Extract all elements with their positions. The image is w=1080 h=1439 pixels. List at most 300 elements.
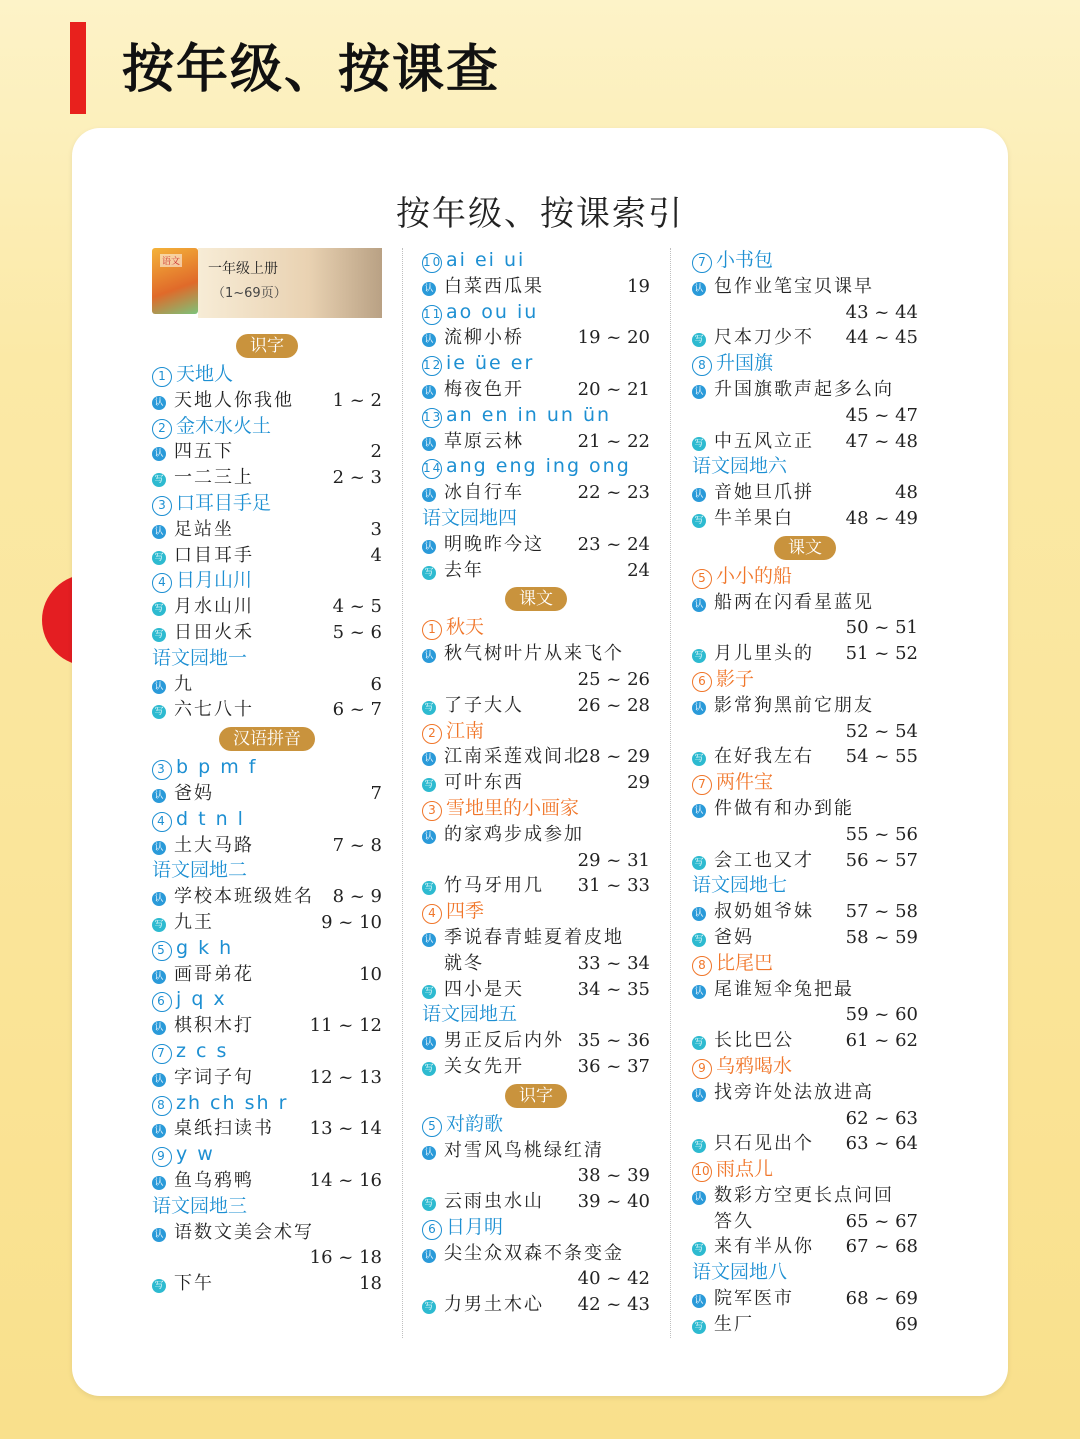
recognize-mark-icon: 认 (152, 892, 166, 906)
page-range: 8 ~ 9 (332, 886, 382, 908)
recognize-mark-icon: 认 (692, 804, 706, 818)
page-range: 16 ~ 18 (309, 1247, 382, 1269)
page-range: 33 ~ 34 (577, 952, 650, 974)
chinese-garden-heading (152, 646, 382, 672)
character-list-row (152, 833, 382, 859)
lesson-heading (152, 807, 382, 833)
character-list-row (692, 480, 918, 506)
section-header (152, 723, 382, 755)
page-range: 58 ~ 59 (845, 926, 918, 948)
recognize-mark-icon: 认 (422, 437, 436, 451)
characters: 升国旗歌声起多么向 (714, 378, 894, 400)
character-list-row (152, 1013, 382, 1039)
recognize-mark-icon: 认 (422, 333, 436, 347)
lesson-heading (422, 615, 650, 641)
character-list-row (152, 884, 382, 910)
page-range: 10 (359, 963, 382, 985)
page-range: 6 ~ 7 (332, 699, 382, 721)
page-range: 54 ~ 55 (845, 746, 918, 768)
section-label: 课文 (774, 536, 836, 560)
section-header (152, 330, 382, 362)
characters: 字词子句 (174, 1066, 254, 1088)
page-range: 24 (627, 559, 650, 581)
character-list-row (422, 770, 650, 796)
page-range-row (692, 822, 918, 848)
characters: 关女先开 (444, 1055, 524, 1077)
lesson-number-badge: 14 (422, 459, 442, 479)
recognize-mark-icon: 认 (152, 841, 166, 855)
textbook-label (198, 248, 382, 318)
write-mark-icon: 写 (422, 566, 436, 580)
character-list-row (692, 325, 918, 351)
column-divider (670, 248, 671, 1338)
character-list-row (692, 693, 918, 719)
chinese-garden-heading (422, 506, 650, 532)
characters: 就冬 (444, 952, 484, 974)
recognize-mark-icon: 认 (422, 540, 436, 554)
page-range: 7 ~ 8 (332, 834, 382, 856)
lesson-title: d t n l (176, 807, 245, 830)
write-mark-icon: 写 (152, 602, 166, 616)
characters: 六七八十 (174, 699, 254, 721)
write-mark-icon: 写 (152, 705, 166, 719)
write-mark-icon: 写 (692, 437, 706, 451)
character-list-row (422, 1241, 650, 1267)
lesson-title: 影子 (716, 667, 755, 690)
page-range: 23 ~ 24 (577, 533, 650, 555)
character-list-row (422, 1138, 650, 1164)
character-list-row (152, 594, 382, 620)
characters: 院军医市 (714, 1288, 794, 1310)
recognize-mark-icon: 认 (692, 488, 706, 502)
lesson-title: an en in un ün (446, 403, 612, 426)
page-range: 69 (895, 1313, 918, 1335)
lesson-title: 四季 (446, 900, 485, 923)
recognize-mark-icon: 认 (422, 1036, 436, 1050)
lesson-title: zh ch sh r (176, 1091, 289, 1114)
page-range: 48 ~ 49 (845, 507, 918, 529)
lesson-title: 日月山川 (176, 569, 253, 592)
character-list-row (692, 429, 918, 455)
lesson-number-badge: 6 (692, 672, 712, 692)
recognize-mark-icon: 认 (152, 970, 166, 984)
character-list-row (422, 325, 650, 351)
recognize-mark-icon: 认 (422, 1146, 436, 1160)
chinese-garden-heading (422, 1002, 650, 1028)
character-list-row (692, 274, 918, 300)
lesson-number-badge: 9 (692, 1059, 712, 1079)
lesson-heading (422, 248, 650, 274)
recognize-mark-icon: 认 (152, 1176, 166, 1190)
characters: 白菜西瓜果 (444, 275, 544, 297)
lesson-title: 小小的船 (716, 564, 793, 587)
characters: 云雨虫水山 (444, 1191, 544, 1213)
recognize-mark-icon: 认 (692, 598, 706, 612)
characters: 鱼乌鸦鸭 (174, 1169, 254, 1191)
characters: 的家鸡步成参加 (444, 823, 584, 845)
characters: 日田火禾 (174, 621, 254, 643)
character-list-row (692, 590, 918, 616)
recognize-mark-icon: 认 (152, 396, 166, 410)
character-list-row (152, 543, 382, 569)
lesson-heading (422, 351, 650, 377)
index-column-3 (692, 248, 918, 1366)
lesson-number-badge: 2 (422, 724, 442, 744)
recognize-mark-icon: 认 (692, 385, 706, 399)
characters: 了子大人 (444, 694, 524, 716)
characters: 中五风立正 (714, 430, 814, 452)
character-list-row (152, 910, 382, 936)
characters: 草原云林 (444, 430, 524, 452)
page-range: 2 (370, 441, 382, 463)
character-list-row (422, 532, 650, 558)
characters: 月儿里头的 (714, 643, 814, 665)
characters: 叔奶姐爷妹 (714, 901, 814, 923)
lesson-heading (422, 1112, 650, 1138)
lesson-title: ao ou iu (446, 300, 539, 323)
page-range: 47 ~ 48 (845, 430, 918, 452)
recognize-mark-icon: 认 (422, 1249, 436, 1263)
index-title: 按年级、按课索引 (396, 194, 684, 234)
characters: 生厂 (714, 1313, 754, 1335)
character-list-row (692, 1183, 918, 1209)
characters: 明晚昨今这 (444, 533, 544, 555)
characters: 去年 (444, 559, 484, 581)
lesson-number-badge: 10 (422, 253, 442, 273)
page-range: 29 (627, 772, 650, 794)
page-range: 38 ~ 39 (577, 1165, 650, 1187)
recognize-mark-icon: 认 (152, 1021, 166, 1035)
characters: 学校本班级姓名 (174, 886, 314, 908)
page-range: 9 ~ 10 (321, 911, 382, 933)
recognize-mark-icon: 认 (152, 1124, 166, 1138)
character-list-continuation (692, 1209, 918, 1235)
lesson-number-badge: 8 (152, 1096, 172, 1116)
page-range: 11 ~ 12 (309, 1015, 382, 1037)
write-mark-icon: 写 (422, 1197, 436, 1211)
lesson-heading (152, 568, 382, 594)
lesson-number-badge: 9 (152, 1147, 172, 1167)
characters: 对雪风鸟桃绿红清 (444, 1139, 604, 1161)
characters: 九王 (174, 911, 214, 933)
page-range: 7 (370, 782, 382, 804)
lesson-heading (152, 987, 382, 1013)
lesson-title: 乌鸦喝水 (716, 1054, 793, 1077)
page-range: 5 ~ 6 (332, 621, 382, 643)
lesson-number-badge: 2 (152, 419, 172, 439)
lesson-number-badge: 4 (422, 904, 442, 924)
characters: 流柳小桥 (444, 327, 524, 349)
section-label: 汉语拼音 (219, 727, 315, 751)
character-list-row (422, 1054, 650, 1080)
index-card (72, 128, 1008, 1396)
character-list-row (152, 1065, 382, 1091)
page-range-row (692, 403, 918, 429)
character-list-row (152, 672, 382, 698)
page-range: 51 ~ 52 (845, 643, 918, 665)
write-mark-icon: 写 (422, 985, 436, 999)
character-list-row (422, 480, 650, 506)
page-range-row (152, 1245, 382, 1271)
page-range-row (692, 300, 918, 326)
characters: 找旁许处法放进高 (714, 1081, 874, 1103)
lesson-number-badge: 1 (152, 367, 172, 387)
characters: 长比巴公 (714, 1030, 794, 1052)
character-list-row (152, 1271, 382, 1297)
characters: 季说春青蛙夏着皮地 (444, 926, 624, 948)
recognize-mark-icon: 认 (692, 1088, 706, 1102)
lesson-heading (692, 1157, 918, 1183)
lesson-heading (152, 1091, 382, 1117)
lesson-number-badge: 4 (152, 812, 172, 832)
lesson-number-badge: 4 (152, 573, 172, 593)
character-list-row (422, 377, 650, 403)
garden-title: 语文园地八 (692, 1261, 788, 1284)
lesson-title: 江南 (446, 719, 485, 742)
page-range-row (422, 848, 650, 874)
lesson-title: 雪地里的小画家 (446, 796, 580, 819)
recognize-mark-icon: 认 (152, 1228, 166, 1242)
characters: 尺本刀少不 (714, 327, 814, 349)
characters: 梅夜色开 (444, 378, 524, 400)
lesson-heading (692, 667, 918, 693)
lesson-number-badge: 13 (422, 408, 442, 428)
page-range: 13 ~ 14 (309, 1118, 382, 1140)
lesson-title: b p m f (176, 756, 258, 779)
characters: 尖尘众双森不条变金 (444, 1242, 624, 1264)
recognize-mark-icon: 认 (692, 1191, 706, 1205)
characters: 音她旦爪拼 (714, 482, 814, 504)
character-list-row (422, 693, 650, 719)
lesson-title: 对韵歌 (446, 1112, 504, 1135)
recognize-mark-icon: 认 (692, 907, 706, 921)
page-range: 61 ~ 62 (845, 1030, 918, 1052)
lesson-heading (422, 403, 650, 429)
page-range: 18 (359, 1273, 382, 1295)
grade-label: 一年级上册 (208, 261, 278, 277)
section-header (422, 583, 650, 615)
character-list-row (692, 377, 918, 403)
character-list-row (152, 962, 382, 988)
character-list-row (422, 641, 650, 667)
page-range-row (422, 1163, 650, 1189)
lesson-number-badge: 10 (692, 1162, 712, 1182)
recognize-mark-icon: 认 (692, 1294, 706, 1308)
characters: 答久 (714, 1210, 754, 1232)
character-list-row (422, 744, 650, 770)
page-range: 44 ~ 45 (845, 327, 918, 349)
page-range: 4 (370, 544, 382, 566)
character-list-row (692, 744, 918, 770)
page-range: 36 ~ 37 (577, 1055, 650, 1077)
lesson-heading (152, 362, 382, 388)
write-mark-icon: 写 (692, 1036, 706, 1050)
page-range: 31 ~ 33 (577, 875, 650, 897)
lesson-title: z c s (176, 1039, 229, 1062)
lesson-title: ang eng ing ong (446, 455, 631, 478)
page-range: 40 ~ 42 (577, 1268, 650, 1290)
write-mark-icon: 写 (422, 778, 436, 792)
character-list-row (152, 697, 382, 723)
character-list-row (152, 1116, 382, 1142)
write-mark-icon: 写 (692, 752, 706, 766)
write-mark-icon: 写 (692, 649, 706, 663)
lesson-title: 升国旗 (716, 352, 774, 375)
character-list-row (692, 796, 918, 822)
character-list-row (692, 1234, 918, 1260)
recognize-mark-icon: 认 (152, 447, 166, 461)
characters: 口目耳手 (174, 544, 254, 566)
recognize-mark-icon: 认 (422, 385, 436, 399)
section-header (692, 532, 918, 564)
lesson-heading (152, 414, 382, 440)
character-list-row (422, 429, 650, 455)
lesson-title: 口耳目手足 (176, 491, 272, 514)
characters: 船两在闪看星蓝见 (714, 591, 874, 613)
page-range: 56 ~ 57 (845, 849, 918, 871)
garden-title: 语文园地三 (152, 1194, 248, 1217)
garden-title: 语文园地五 (422, 1003, 518, 1026)
character-list-row (692, 1028, 918, 1054)
characters: 只石见出个 (714, 1133, 814, 1155)
lesson-heading (692, 564, 918, 590)
lesson-heading (152, 1039, 382, 1065)
page-range: 22 ~ 23 (577, 482, 650, 504)
recognize-mark-icon: 认 (422, 830, 436, 844)
page-range: 12 ~ 13 (309, 1066, 382, 1088)
lesson-number-badge: 7 (692, 253, 712, 273)
write-mark-icon: 写 (422, 701, 436, 715)
characters: 天地人你我他 (174, 389, 294, 411)
lesson-number-badge: 3 (152, 760, 172, 780)
characters: 九 (174, 673, 194, 695)
characters: 爸妈 (714, 926, 754, 948)
characters: 牛羊果白 (714, 507, 794, 529)
characters: 一二三上 (174, 467, 254, 489)
lesson-heading (692, 351, 918, 377)
garden-title: 语文园地二 (152, 859, 248, 882)
lesson-title: 两件宝 (716, 771, 774, 794)
lesson-heading (422, 1215, 650, 1241)
recognize-mark-icon: 认 (152, 525, 166, 539)
characters: 月水山川 (174, 596, 254, 618)
page-range: 14 ~ 16 (309, 1169, 382, 1191)
page-range: 35 ~ 36 (577, 1030, 650, 1052)
lesson-title: 秋天 (446, 616, 485, 639)
characters: 爸妈 (174, 782, 214, 804)
page-title: 按年级、按课查 (122, 40, 501, 100)
character-list-row (422, 1189, 650, 1215)
character-list-row (152, 1168, 382, 1194)
lesson-number-badge: 5 (422, 1117, 442, 1137)
write-mark-icon: 写 (422, 881, 436, 895)
recognize-mark-icon: 认 (152, 680, 166, 694)
write-mark-icon: 写 (692, 856, 706, 870)
lesson-number-badge: 7 (152, 1044, 172, 1064)
characters: 力男土木心 (444, 1294, 544, 1316)
section-label: 课文 (505, 587, 567, 611)
write-mark-icon: 写 (692, 933, 706, 947)
characters: 会工也又才 (714, 849, 814, 871)
page-range: 45 ~ 47 (845, 404, 918, 426)
page-range: 67 ~ 68 (845, 1236, 918, 1258)
page-range-row (422, 667, 650, 693)
characters: 影常狗黑前它朋友 (714, 694, 874, 716)
characters: 竹马牙用几 (444, 875, 544, 897)
character-list-row (152, 620, 382, 646)
write-mark-icon: 写 (692, 1242, 706, 1256)
lesson-title: ai ei ui (446, 249, 526, 271)
chinese-garden-heading (692, 1260, 918, 1286)
page-range: 48 (895, 482, 918, 504)
section-label: 识字 (236, 334, 298, 358)
page-range: 1 ~ 2 (332, 389, 382, 411)
garden-title: 语文园地一 (152, 646, 248, 669)
character-list-row (152, 517, 382, 543)
recognize-mark-icon: 认 (422, 282, 436, 296)
write-mark-icon: 写 (152, 1279, 166, 1293)
characters: 桌纸扫读书 (174, 1118, 274, 1140)
character-list-row (422, 1028, 650, 1054)
lesson-number-badge: 1 (422, 620, 442, 640)
recognize-mark-icon: 认 (152, 789, 166, 803)
character-list-row (422, 274, 650, 300)
page-range-row (692, 719, 918, 745)
write-mark-icon: 写 (692, 514, 706, 528)
lesson-title: g k h (176, 936, 234, 959)
write-mark-icon: 写 (692, 1320, 706, 1334)
characters: 在好我左右 (714, 746, 814, 768)
page-range: 59 ~ 60 (845, 1004, 918, 1026)
page-range: 21 ~ 22 (577, 430, 650, 452)
characters: 四五下 (174, 441, 234, 463)
character-list-row (692, 1286, 918, 1312)
write-mark-icon: 写 (152, 473, 166, 487)
character-list-row (422, 822, 650, 848)
characters: 可叶东西 (444, 772, 524, 794)
character-list-row (422, 977, 650, 1003)
page-range: 52 ~ 54 (845, 720, 918, 742)
character-list-row (692, 899, 918, 925)
lesson-number-badge: 5 (152, 941, 172, 961)
write-mark-icon: 写 (692, 333, 706, 347)
character-list-row (422, 873, 650, 899)
character-list-row (422, 1292, 650, 1318)
lesson-number-badge: 7 (692, 775, 712, 795)
page-range: 57 ~ 58 (845, 901, 918, 923)
character-list-row (152, 781, 382, 807)
characters: 江南采莲戏间北 (444, 746, 584, 768)
column-divider (402, 248, 403, 1338)
recognize-mark-icon: 认 (692, 282, 706, 296)
write-mark-icon: 写 (152, 551, 166, 565)
characters: 秋气树叶片从来飞个 (444, 643, 624, 665)
characters: 数彩方空更长点问回 (714, 1184, 894, 1206)
lesson-number-badge: 3 (422, 801, 442, 821)
page-range: 19 (627, 275, 650, 297)
garden-title: 语文园地四 (422, 506, 518, 529)
garden-title: 语文园地七 (692, 874, 788, 897)
character-list-row (692, 641, 918, 667)
page-range: 42 ~ 43 (577, 1294, 650, 1316)
lesson-number-badge: 8 (692, 956, 712, 976)
lesson-title: 天地人 (176, 363, 234, 385)
page-range: 63 ~ 64 (845, 1133, 918, 1155)
lesson-title: y w (176, 1143, 215, 1166)
lesson-heading (152, 936, 382, 962)
lesson-title: 雨点儿 (716, 1158, 774, 1181)
characters: 四小是天 (444, 978, 524, 1000)
